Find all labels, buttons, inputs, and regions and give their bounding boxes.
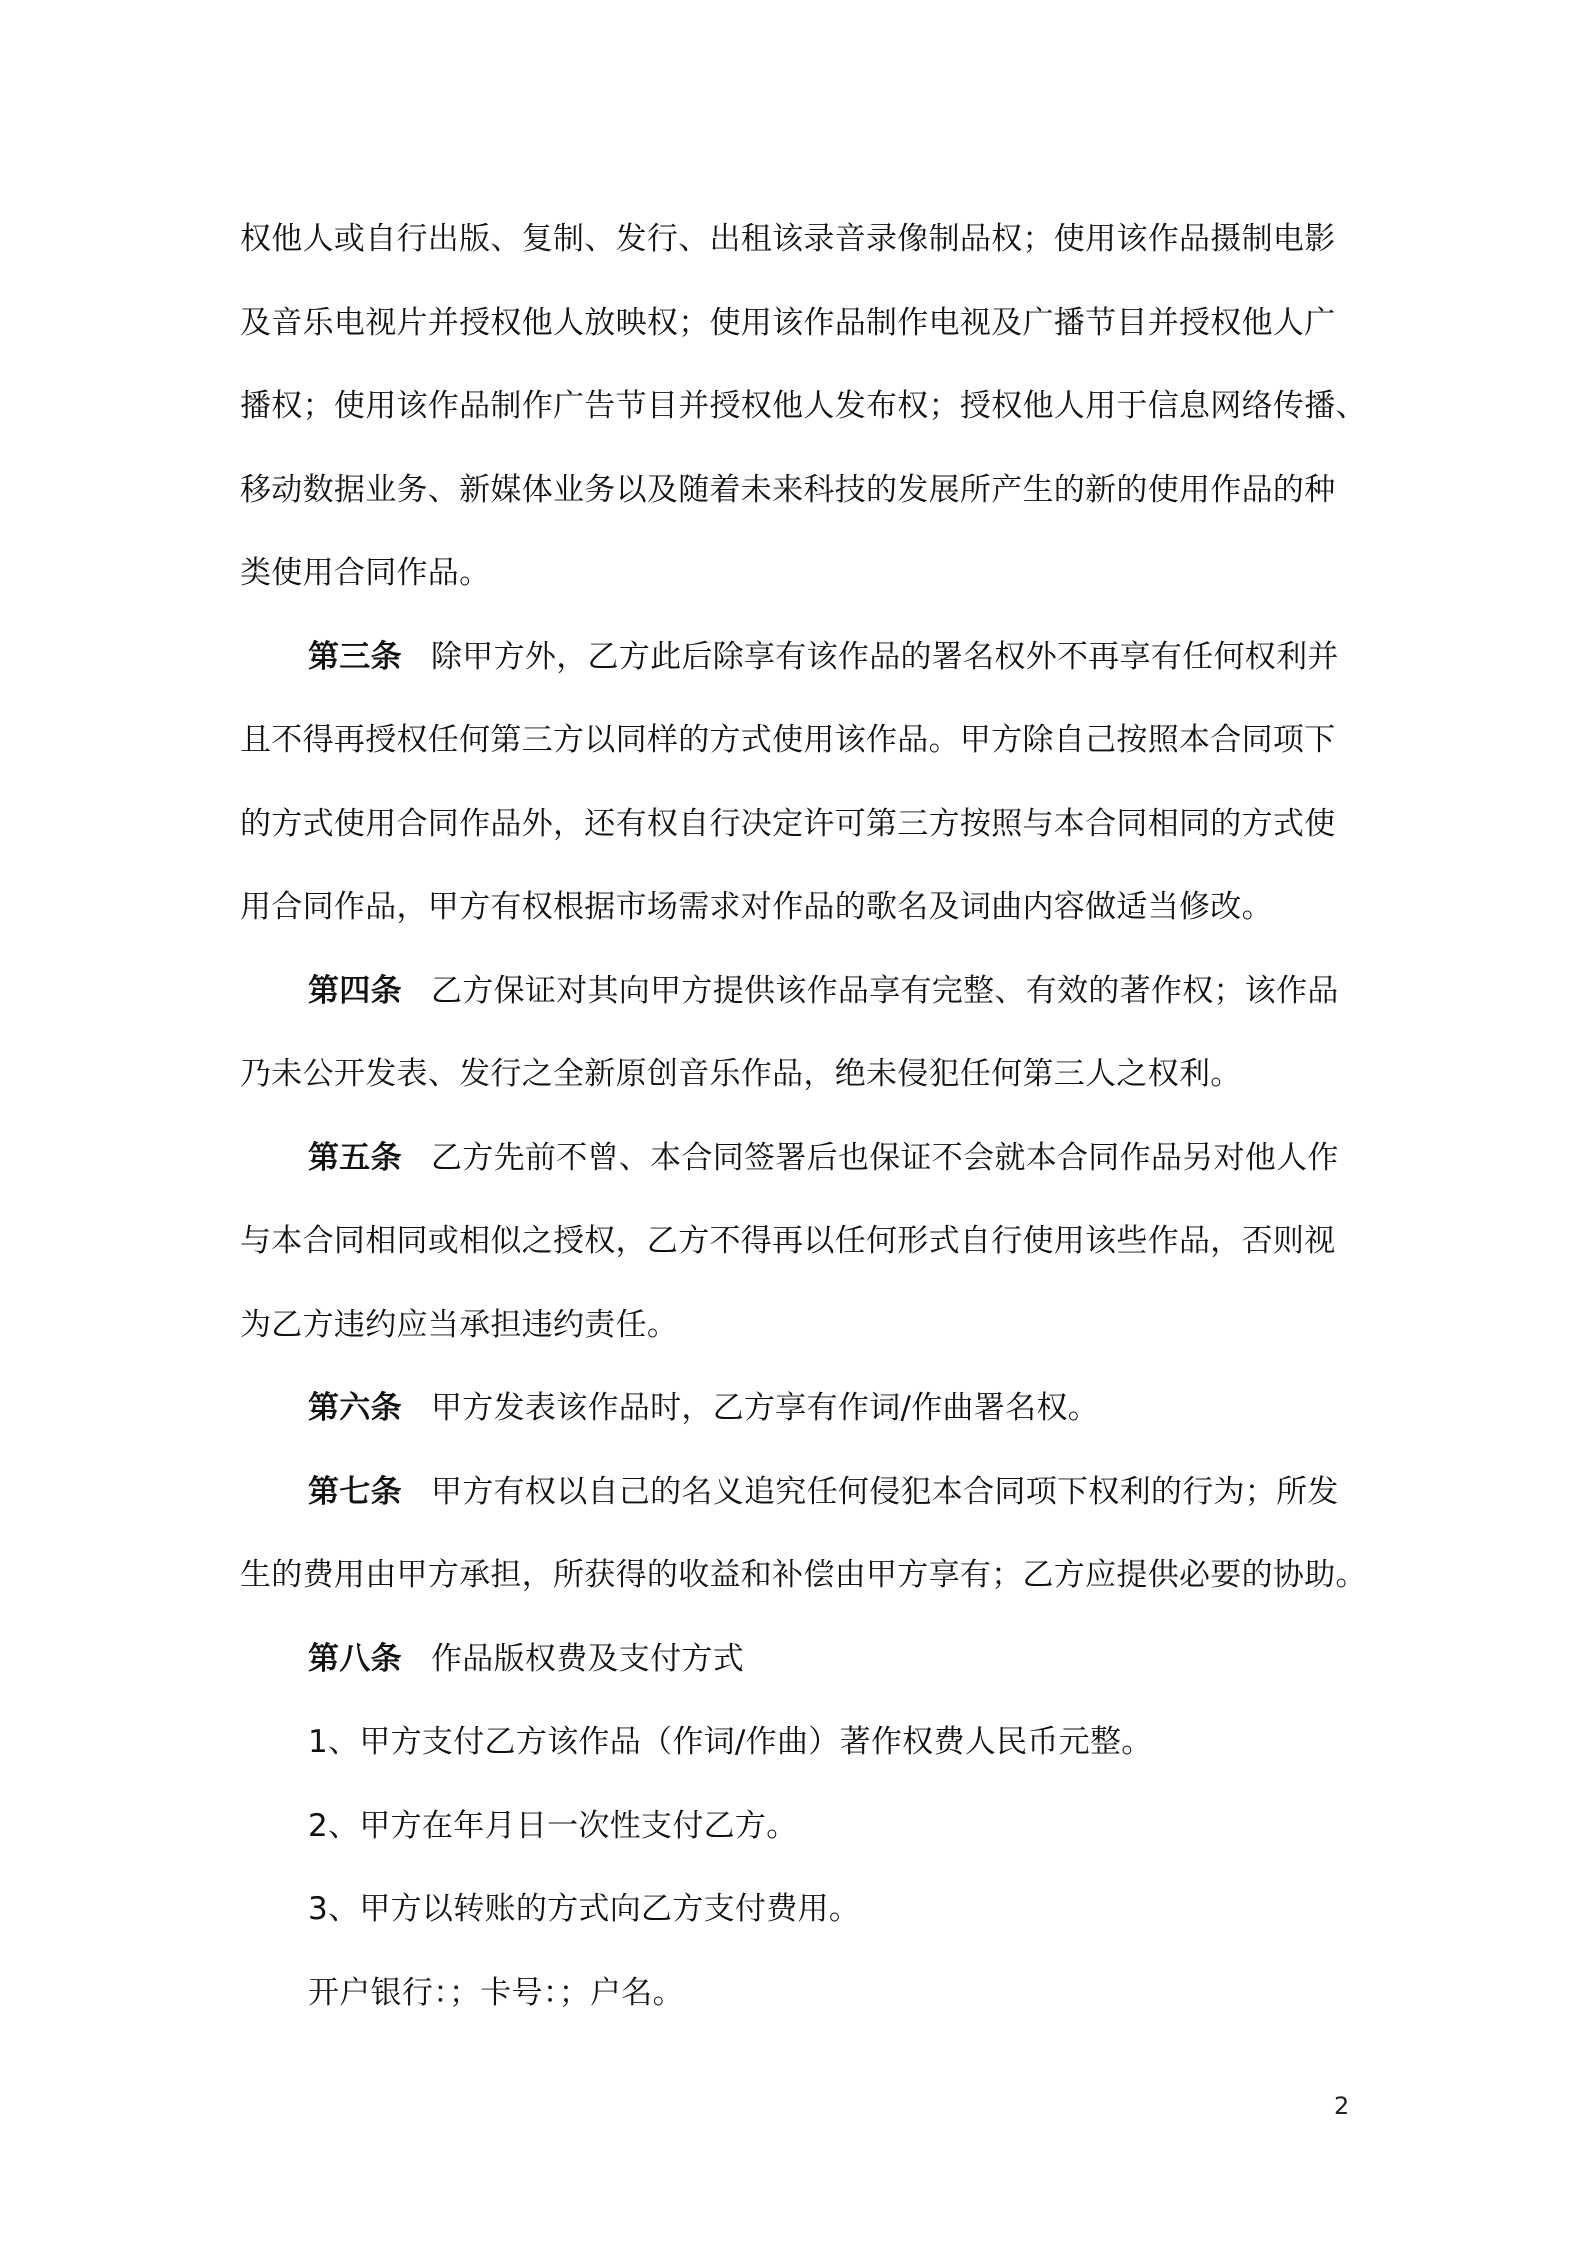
text-line: 类使用合同作品。 bbox=[240, 555, 491, 591]
article-6-heading-line bbox=[240, 1367, 1348, 1451]
page-number: 2 bbox=[1334, 2092, 1350, 2120]
payment-item: 1、甲方支付乙方该作品（作词/作曲）著作权费人民币元整。 bbox=[308, 1724, 1153, 1760]
article-label: 第五条 bbox=[308, 1139, 402, 1176]
article-text: 除甲方外，乙方此后除享有该作品的署名权外不再享有任何权利并 bbox=[431, 638, 1339, 675]
text-line: 的方式使用合同作品外，还有权自行决定许可第三方按照与本合同相同的方式使 bbox=[240, 805, 1336, 842]
article-text: 甲方发表该作品时，乙方享有作词/作曲署名权。 bbox=[431, 1390, 1100, 1426]
text-line: 用合同作品，甲方有权根据市场需求对作品的歌名及词曲内容做适当修改。 bbox=[240, 889, 1273, 925]
payment-item: 2、甲方在年月日一次性支付乙方。 bbox=[308, 1807, 798, 1844]
article-label: 第七条 bbox=[308, 1473, 402, 1510]
article-3-heading-line bbox=[240, 616, 1348, 700]
article-text: 乙方保证对其向甲方提供该作品享有完整、有效的著作权；该作品 bbox=[431, 972, 1339, 1009]
text-line: 为乙方违约应当承担违约责任。 bbox=[240, 1306, 679, 1343]
text-line: 权他人或自行出版、复制、发行、出租该录音录像制品权；使用该作品摄制电影 bbox=[240, 221, 1336, 257]
article-label: 第四条 bbox=[308, 972, 402, 1009]
bank-info-line: 开户银行：；卡号：；户名。 bbox=[308, 1974, 684, 2011]
text-line: 乃未公开发表、发行之全新原创音乐作品，绝未侵犯任何第三人之权利。 bbox=[240, 1056, 1242, 1092]
text-line: 生的费用由甲方承担，所获得的收益和补偿由甲方享有；乙方应提供必要的协助。 bbox=[240, 1557, 1367, 1593]
article-4-heading-line bbox=[240, 950, 1348, 1034]
text-line: 播权；使用该作品制作广告节目并授权他人发布权；授权他人用于信息网络传播、 bbox=[240, 388, 1367, 424]
article-5-heading-line bbox=[240, 1117, 1348, 1201]
article-label: 第八条 bbox=[308, 1640, 402, 1677]
article-text: 甲方有权以自己的名义追究任何侵犯本合同项下权利的行为；所发 bbox=[431, 1473, 1339, 1510]
article-label: 第三条 bbox=[308, 638, 402, 675]
payment-item: 3、甲方以转账的方式向乙方支付费用。 bbox=[308, 1891, 861, 1927]
article-text: 乙方先前不曾、本合同签署后也保证不会就本合同作品另对他人作 bbox=[431, 1139, 1339, 1176]
article-8-heading-line bbox=[240, 1618, 1348, 1702]
article-text: 作品版权费及支付方式 bbox=[431, 1640, 744, 1677]
document-body bbox=[240, 198, 1367, 2035]
text-line: 移动数据业务、新媒体业务以及随着未来科技的发展所产生的新的使用作品的种 bbox=[240, 471, 1336, 508]
article-7-heading-line bbox=[240, 1451, 1348, 1535]
article-label: 第六条 bbox=[308, 1390, 402, 1426]
text-line: 及音乐电视片并授权他人放映权；使用该作品制作电视及广播节目并授权他人广 bbox=[240, 304, 1336, 341]
text-line: 与本合同相同或相似之授权，乙方不得再以任何形式自行使用该些作品，否则视 bbox=[240, 1223, 1336, 1259]
text-line: 且不得再授权任何第三方以同样的方式使用该作品。甲方除自己按照本合同项下 bbox=[240, 722, 1336, 758]
